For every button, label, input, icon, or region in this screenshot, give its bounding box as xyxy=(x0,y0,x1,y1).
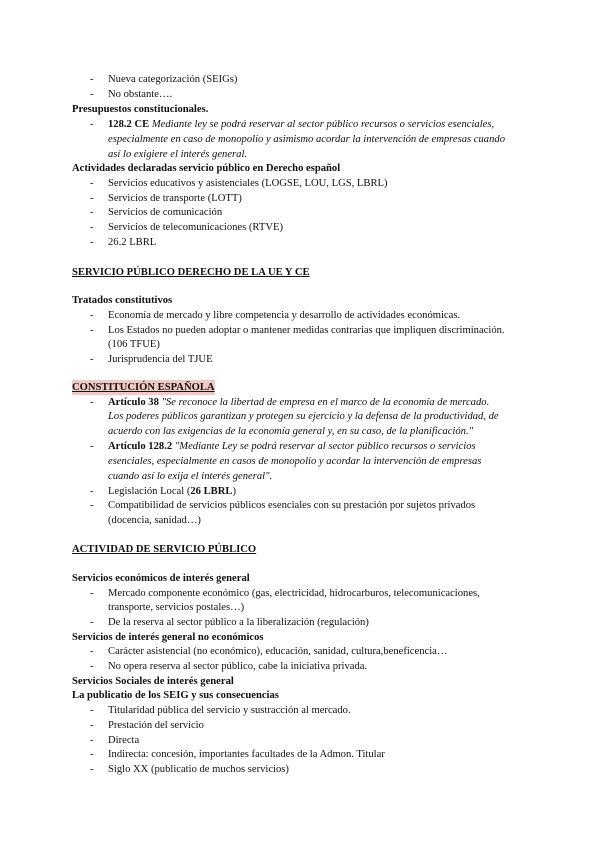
section-heading: Actividades declaradas servicio público en Derecho español xyxy=(72,163,341,174)
list-item: Carácter asistencial (no económico), educación, sanidad, cultura,beneficencia… xyxy=(108,646,448,657)
bullet-dash: - xyxy=(90,397,94,408)
highlighted-section-title: CONSTITUCIÓN ESPAÑOLA xyxy=(72,382,215,393)
bullet-dash: - xyxy=(90,193,94,204)
bullet-dash: - xyxy=(90,486,94,497)
list-item: Servicios de transporte (LOTT) xyxy=(108,193,242,204)
bullet-dash: - xyxy=(90,178,94,189)
list-item-continuation: acuerdo con las exigencias de la economía general y, en su caso, de la planificación." xyxy=(108,426,474,437)
list-item: No opera reserva al sector público, cabe la iniciativa privada. xyxy=(108,661,368,672)
law-ref: 26 LBRL xyxy=(190,486,233,497)
list-item: Titularidad pública del servicio y sustracción al mercado. xyxy=(108,705,351,716)
list-item xyxy=(108,484,236,499)
bullet-dash: - xyxy=(90,207,94,218)
list-item-continuation: transporte, servicios postales…) xyxy=(108,602,245,613)
bullet-dash: - xyxy=(90,119,94,130)
article-ref: Artículo 38 xyxy=(108,397,159,408)
quote-text: Mediante ley se podrá reservar al sector público recursos o servicios esenciales, xyxy=(151,119,495,130)
quote-text: "Se reconoce la libertad de empresa en el marco de la economía de mercado. xyxy=(161,397,490,408)
section-title: SERVICIO PÚBLICO DERECHO DE LA UE Y CE xyxy=(72,267,310,278)
bullet-dash: - xyxy=(90,646,94,657)
bullet-dash: - xyxy=(90,661,94,672)
list-item xyxy=(108,117,494,132)
bullet-dash: - xyxy=(90,588,94,599)
section-heading: Tratados constitutivos xyxy=(72,295,173,306)
bullet-dash: - xyxy=(90,705,94,716)
bullet-dash: - xyxy=(90,617,94,628)
bullet-dash: - xyxy=(90,89,94,100)
list-item: Directa xyxy=(108,735,140,746)
bullet-dash: - xyxy=(90,764,94,775)
bullet-dash: - xyxy=(90,237,94,248)
section-heading: Servicios económicos de interés general xyxy=(72,573,250,584)
section-heading: Servicios de interés general no económicos xyxy=(72,632,264,643)
list-item: Economía de mercado y libre competencia y desarrollo de actividades económicas. xyxy=(108,310,461,321)
bullet-dash: - xyxy=(90,500,94,511)
list-item-continuation: cuando así lo exija el interés general". xyxy=(108,471,273,482)
list-item-continuation: especialmente en caso de monopolio y asimismo acordar la intervención de empresas cuando xyxy=(108,134,505,145)
text-fragment: Legislación Local ( xyxy=(108,486,191,497)
list-item: Compatibilidad de servicios públicos esenciales con su prestación por sujetos privados xyxy=(108,500,476,511)
list-item: Indirecta: concesión, importantes facultades de la Admon. Titular xyxy=(108,749,385,760)
article-ref: Artículo 128.2 xyxy=(108,441,173,452)
bullet-dash: - xyxy=(90,749,94,760)
bullet-dash: - xyxy=(90,720,94,731)
list-item: Servicios de telecomunicaciones (RTVE) xyxy=(108,222,283,233)
bullet-dash: - xyxy=(90,354,94,365)
bullet-dash: - xyxy=(90,735,94,746)
list-item-continuation: Los poderes públicos garantizan y protegen su ejercicio y la defensa de la productividad, de xyxy=(108,411,499,422)
bullet-dash: - xyxy=(90,222,94,233)
section-heading: Presupuestos constitucionales. xyxy=(72,104,209,115)
list-item xyxy=(108,395,489,410)
list-item: Nueva categorización (SEIGs) xyxy=(108,74,238,85)
list-item: No obstante…. xyxy=(108,89,173,100)
list-item xyxy=(108,439,476,454)
section-heading: Servicios Sociales de interés general xyxy=(72,676,234,687)
quote-text: "Mediante Ley se podrá reservar al sector público recursos o servicios xyxy=(174,441,476,452)
list-item: Jurisprudencia del TJUE xyxy=(108,354,213,365)
article-ref: 128.2 CE xyxy=(108,119,150,130)
text-fragment: ) xyxy=(232,486,236,497)
section-title: ACTIVIDAD DE SERVICIO PÚBLICO xyxy=(72,544,257,555)
list-item-continuation: (106 TFUE) xyxy=(108,339,160,350)
list-item: Los Estados no pueden adoptar o mantener medidas contrarias que impliquen discriminación. xyxy=(108,325,505,336)
section-heading: La publicatio de los SEIG y sus consecuencias xyxy=(72,690,279,701)
list-item: Mercado componente económico (gas, electricidad, hidrocarburos, telecomunicaciones, xyxy=(108,588,480,599)
list-item-continuation: así lo exigiere el interés general. xyxy=(108,149,248,160)
list-item: Servicios de comunicación xyxy=(108,207,223,218)
list-item: Prestación del servicio xyxy=(108,720,204,731)
list-item: Siglo XX (publicatio de muchos servicios) xyxy=(108,764,289,775)
bullet-dash: - xyxy=(90,310,94,321)
list-item: De la reserva al sector público a la liberalización (regulación) xyxy=(108,617,369,628)
bullet-dash: - xyxy=(90,325,94,336)
list-item-continuation: (docencia, sanidad…) xyxy=(108,515,201,526)
bullet-dash: - xyxy=(90,74,94,85)
list-item: Servicios educativos y asistenciales (LOGSE, LOU, LGS, LBRL) xyxy=(108,178,388,189)
list-item: 26.2 LBRL xyxy=(108,237,157,248)
bullet-dash: - xyxy=(90,441,94,452)
list-item-continuation: esenciales, especialmente en casos de monopolio y acordar la intervención de empresas xyxy=(108,456,482,467)
